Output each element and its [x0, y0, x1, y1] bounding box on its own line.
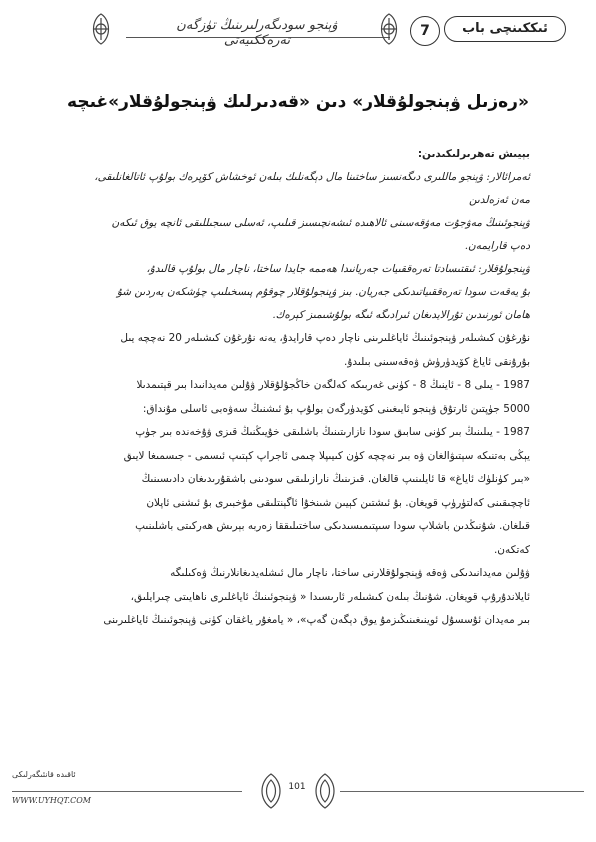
body-line: 1987 - يىلىنىڭ بىر كۈنى سابىق سودا نازارىتىنىڭ باشلىقى خۇيىڭنىڭ قىزى ۋۇخەندە بىر جۈپ — [135, 426, 530, 438]
running-title: ۋېنجو سودىگەرلىرىنىڭ تۈزگەن تەرەككىيەتى — [176, 18, 338, 48]
note-line: ۋېنجولۇقلار: ئىقتىسادتا تەرەققىيات جەريانىدا ھەممە جايدا ساختا، ناچار مال بولۇپ قالىدۇ، — [146, 263, 530, 275]
footer-rule — [340, 791, 584, 792]
body-line: يېڭى بەتنىكە سېتىۋالغان ۋە بىر نەچچە كۈن كىيىپلا چىمى ئاجراپ كېتىپ ئىسمى - جىسمىغا لايىق — [123, 449, 530, 462]
page-number: 101 — [288, 782, 306, 792]
note-line: ئەمرائالار: ۋېنجو ماللىرى دىگەنسىز ساختىنا مال دېگەنلىك بىلەن ئوخشاش كۆپرەك بولۇپ ئاتالغانلىقى، مەن ئەزەلدىن — [94, 171, 530, 206]
note-line: ۋېنجوئىنىڭ مەۋجۇت مەۋقەسىنى ئالاھىدە ئىشەنچىسىز قىلىپ، ئەسلى سىجىللىقى ئانچە يوق ئىكەن دەپ قارايمەن. — [111, 217, 530, 252]
note-line: ھامان ئورنىدىن تۇرالايدىغان ئىرادىگە ئىگە بولۇشىمىز كېرەك. — [272, 309, 530, 321]
footer-url: WWW.UYHQT.COM — [12, 796, 91, 805]
footer-source: ئاقىدە قانئىگەرلىكى — [12, 770, 76, 779]
page-header — [82, 10, 568, 50]
chapter-number: 7 — [410, 16, 440, 46]
body-line: بۇرۇنقى ئاياغ كۆيدۈرۈش ۋەقەسىنى بىلىدۇ. — [344, 355, 530, 368]
note-line: بۇ يەقەت سودا تەرەققىياتىدىكى جەريان. بىز ۋېنجولۇقلار چوقۇم پىسخىلىپ چۈشكەن يەردىن شۇ — [116, 286, 530, 298]
article-title: «رەزىل ۋېنجولۇقلار» دىن «قەدىرلىك ۋېنجولۇقلار»غىچە — [67, 92, 529, 112]
chapter-label: ئىككىنچى باب — [444, 16, 566, 42]
body-line: ئايلاندۇرۇپ قويغان. شۇنىڭ بىلەن كىشىلەر ئارىسىدا « ۋېنجوئىنىڭ ئاياغلىرى ناھايىتى چىرايلىق، — [130, 590, 530, 603]
floral-ornament-icon — [308, 772, 342, 810]
body-line: ۋۇلىن مەيدانىدىكى ۋەقە ۋېنجولۇقلارنى ساختا، ناچار مال ئىشلەيدىغانلارنىڭ ۋەكىلىگە — [170, 567, 530, 579]
floral-ornament-icon — [86, 12, 116, 46]
body-text — [92, 327, 530, 633]
body-line: 5000 جۈپتىن ئارتۇق ۋېنجو ئايىغىنى كۆيدۈرگەن بولۇپ بۇ ئىشنىڭ سەۋەبى ئاسلى مۇنداق: — [142, 402, 530, 415]
body-line: نۇرغۇن كىشىلەر ۋېنجوئىنىڭ ئاياغلىرىنى ناچار دەپ قارايدۇ، يەنە نۇرغۇن كىشىلەر 20 نەچچە يىل — [120, 332, 530, 344]
body-line: بىر مەيدان ئۇسسۇل ئوينىغىنىڭىزمۇ يوق دېگەن گەپ»، « يامغۇر ياغقان كۈنى ۋېنجوئىنىڭ ئاياغلىرىنى — [103, 614, 530, 626]
floral-ornament-icon — [374, 12, 404, 46]
footer-rule — [12, 791, 242, 792]
body-line: ئاچچىقىنى كەلتۈرۈپ قويغان. بۇ ئىشتىن كېيىن شىنخۇا ئاگېنتلىقى مۇخبىرى بۇ ئىشنى ئاپلان — [146, 496, 530, 509]
body-line: «بىر كۈنلۈك ئاياغ» قا ئايلىنىپ قالغان. قىزىنىڭ نارازىلىقى سودىنى باشقۇرىدىغان دادىسىنىڭ — [141, 473, 530, 485]
body-line: 1987 - يىلى 8 - ئاينىڭ 8 - كۈنى غەربىكە كەلگەن خاڭجۇلۇقلار ۋۇلىن مەيدانىدا بىر قېتىمدىلا — [136, 379, 530, 391]
body-line: كەتكەن. — [493, 543, 530, 556]
article-body — [92, 148, 530, 633]
editor-note — [92, 166, 530, 327]
body-line: قىلغان. شۇنىڭدىن باشلاپ سودا سىپتىمىسىدىكى ساختىلىققا زەربە بېرىش ھەركىتى باشلىنىپ — [135, 520, 530, 532]
editor-label: بېيىش تەھرىرلىكىدىن: — [417, 148, 530, 160]
